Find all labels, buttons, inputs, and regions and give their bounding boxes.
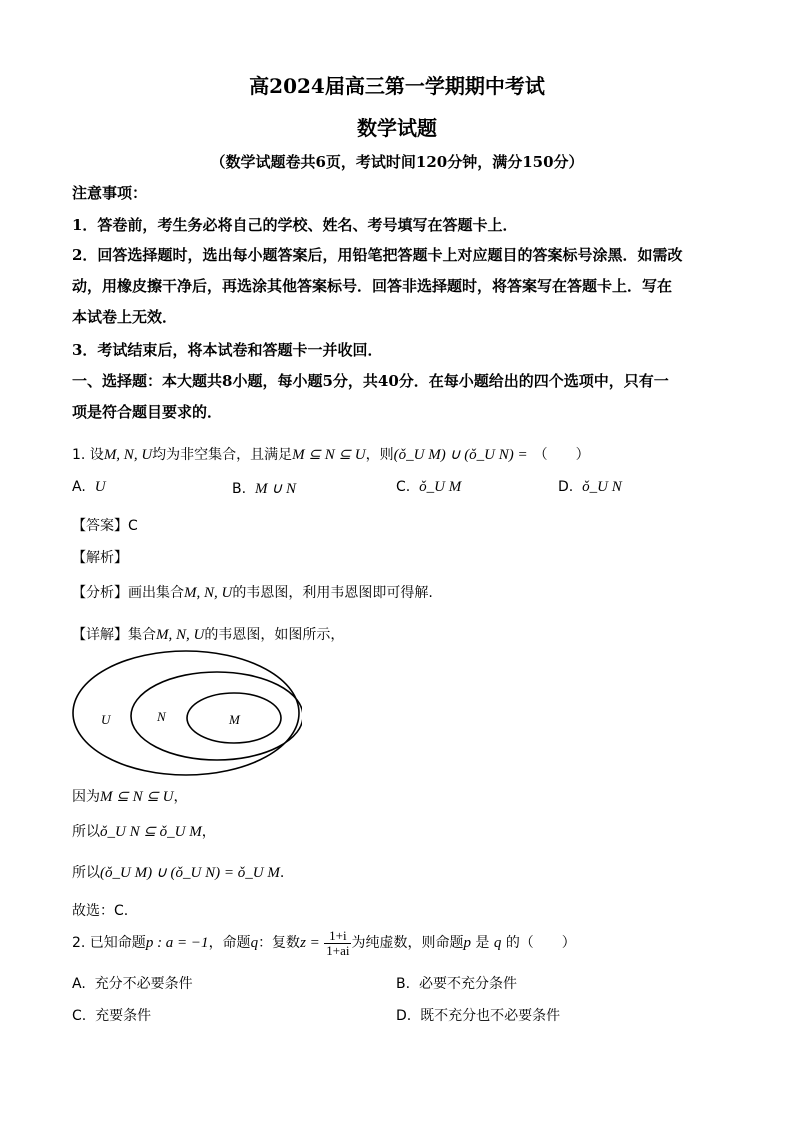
q1-step-1: 因为M ⊆ N ⊆ U，	[72, 789, 188, 805]
q1-condition: M ⊆ N ⊆ U	[292, 447, 366, 463]
q2-p-expr: p : a = −1	[145, 935, 209, 951]
exam-info: （数学试题卷共6页，考试时间120分钟，满分150分）	[210, 153, 584, 171]
q1-option-a: A. U	[72, 479, 106, 495]
q2-option-c: C. 充要条件	[72, 1008, 152, 1024]
notice-item-2-line-2: 动，用橡皮擦干净后，再选涂其他答案标号．回答非选择题时，将答案写在答题卡上．写在	[72, 277, 673, 295]
q1-sets: M, N, U	[103, 447, 153, 463]
q1-analysis-label: 【解析】	[72, 550, 128, 566]
q1-expression: (ǒ_U M) ∪ (ǒ_U N) =	[393, 447, 528, 463]
notice-item-1: 1．答卷前，考生务必将自己的学校、姓名、考号填写在答题卡上．	[72, 216, 518, 234]
question-2-stem: 2. 已知命题p : a = −1，命题q：复数z = $\frac{1+i}{1+ai}$ 为纯虚数，则命题p 是 q 的（ ）	[72, 927, 576, 958]
q1-option-b: B. M ∪ N	[232, 481, 296, 497]
q1-mid: 均为非空集合，且满足	[152, 447, 293, 463]
q1-option-c: C. ǒ_U M	[396, 479, 462, 495]
q2-fraction: $\frac{1+i}{1+ai}$	[326, 927, 350, 958]
q1-step-2: 所以ǒ_U N ⊆ ǒ_U M，	[72, 824, 216, 840]
q1-conclusion: 故选：C.	[72, 903, 129, 919]
q1-blank: （ ）	[533, 447, 590, 463]
q2-option-a: A. 充分不必要条件	[72, 976, 193, 992]
q1-step-3: 所以(ǒ_U M) ∪ (ǒ_U N) = ǒ_U M.	[72, 865, 285, 881]
q1-prefix: 1. 设	[72, 447, 104, 463]
notice-item-2-line-1: 2．回答选择题时，选出每小题答案后，用铅笔把答题卡上对应题目的答案标号涂黑．如需改	[72, 246, 683, 264]
q1-then: ，则	[365, 447, 394, 463]
q2-option-d: D. 既不充分也不必要条件	[396, 1008, 561, 1024]
q1-answer: 【答案】C	[72, 518, 138, 534]
section-heading-line-1: 一、选择题：本大题共8小题，每小题5分，共40分．在每小题给出的四个选项中，只有一	[72, 372, 669, 390]
venn-label-m: M	[229, 712, 240, 727]
page-subtitle: 数学试题	[357, 116, 437, 140]
q1-fenxi: 【分析】画出集合M, N, U的韦恩图，利用韦恩图即可得解.	[72, 585, 433, 601]
q2-option-b: B. 必要不充分条件	[396, 976, 517, 992]
notice-item-3: 3．考试结束后，将本试卷和答题卡一并收回．	[72, 341, 383, 359]
notice-item-2-line-3: 本试卷上无效．	[72, 308, 178, 326]
notice-heading: 注意事项：	[72, 184, 148, 202]
question-1-stem	[72, 444, 590, 464]
venn-label-n: N	[157, 709, 166, 724]
venn-diagram	[70, 648, 302, 778]
q1-xiangjie: 【详解】集合M, N, U的韦恩图，如图所示，	[72, 627, 345, 643]
page-title: 高2024届高三第一学期期中考试	[249, 74, 545, 98]
section-heading-line-2: 项是符合题目要求的．	[72, 403, 223, 421]
venn-label-u: U	[101, 712, 111, 727]
q1-option-d: D. ǒ_U N	[558, 479, 622, 495]
